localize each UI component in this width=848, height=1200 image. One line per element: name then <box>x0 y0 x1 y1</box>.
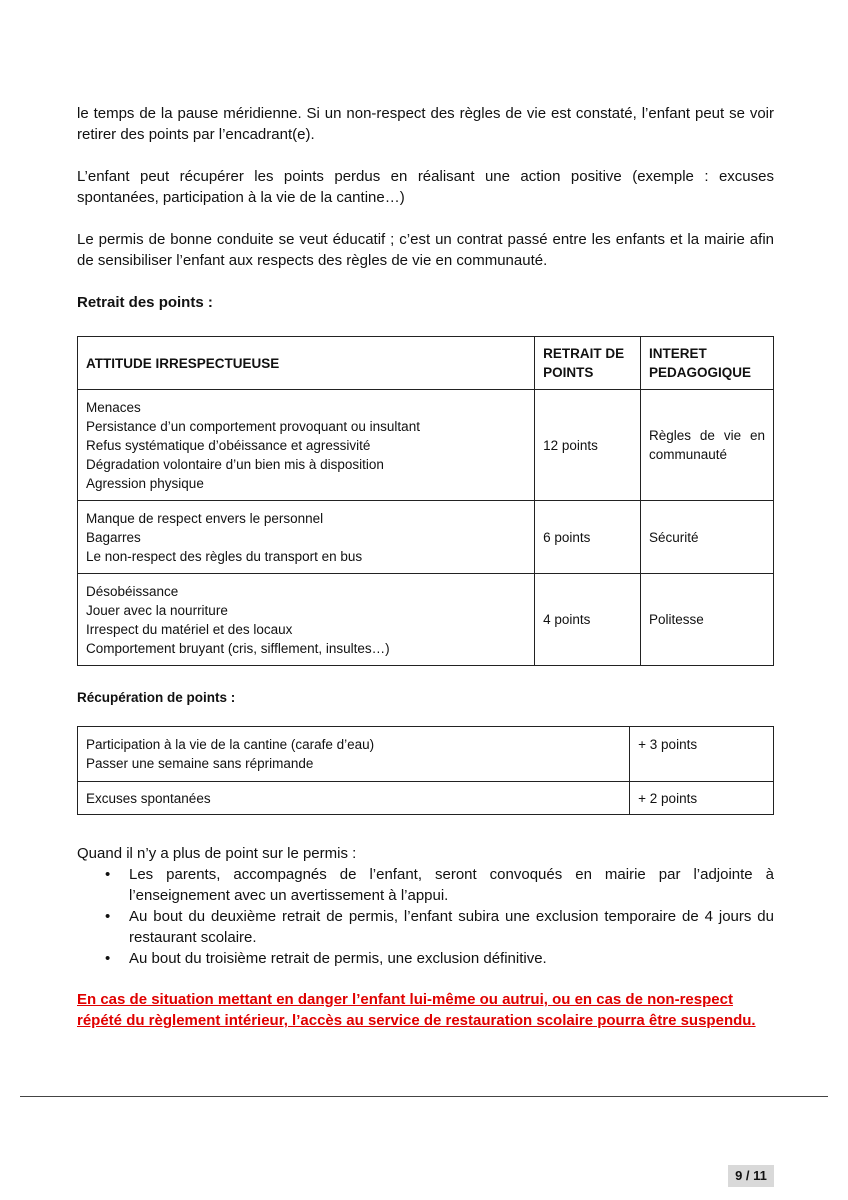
points-cell: 12 points <box>535 390 641 501</box>
consequences-list <box>77 864 774 969</box>
table-row <box>78 782 774 815</box>
attitude-item: Persistance d’un comportement provoquant ou insultant <box>86 418 420 434</box>
attitude-item: Manque de respect envers le personnel <box>86 510 324 526</box>
attitude-item: Refus systématique d’obéissance et agressivité <box>86 437 371 453</box>
bonus-cell: + 3 points <box>630 727 774 782</box>
table-row <box>78 727 774 782</box>
interet-cell: Sécurité <box>641 501 774 574</box>
intro-paragraph-1: le temps de la pause méridienne. Si un non-respect des règles de vie est constaté, l’enfant peut se voir retirer des points par l’encadrant(e). <box>77 105 774 143</box>
intro-paragraph-3: Le permis de bonne conduite se veut éducatif ; c’est un contrat passé entre les enfants et la mairie afin de sensibiliser l’enfant aux respects des règles de vie en communauté. <box>77 231 774 269</box>
footer-divider <box>20 1096 828 1097</box>
attitude-item: Le non-respect des règles du transport en bus <box>86 548 363 564</box>
header-interet: INTERET PEDAGOGIQUE <box>641 337 774 390</box>
bonus-cell: + 2 points <box>630 782 774 815</box>
attitude-item: Agression physique <box>86 475 204 491</box>
attitude-item: Bagarres <box>86 529 141 545</box>
retrait-header-row <box>78 337 774 390</box>
recuperation-title: Récupération de points : <box>77 690 236 705</box>
recuperation-table <box>77 726 774 815</box>
list-item: • Au bout du troisième retrait de permis, une exclusion définitive. <box>129 948 774 969</box>
attitude-item: Irrespect du matériel et des locaux <box>86 621 293 637</box>
intro-paragraph-2: L’enfant peut récupérer les points perdus en réalisant une action positive (exemple : excuses spontanées, participation à la vie de la cantine…) <box>77 168 774 206</box>
attitude-cell <box>78 574 535 666</box>
attitude-cell <box>78 501 535 574</box>
list-item: • Au bout du deuxième retrait de permis, l’enfant subira une exclusion temporaire de 4 jours du restaurant scolaire. <box>129 906 774 948</box>
attitude-cell <box>78 390 535 501</box>
table-row <box>78 574 774 666</box>
attitude-item: Menaces <box>86 399 141 415</box>
table-row <box>78 501 774 574</box>
attitude-item: Désobéissance <box>86 583 179 599</box>
page-number: 9 / 11 <box>728 1165 774 1187</box>
action-cell <box>78 727 630 782</box>
points-cell: 6 points <box>535 501 641 574</box>
interet-cell: Politesse <box>641 574 774 666</box>
retrait-table <box>77 336 774 666</box>
action-cell: Excuses spontanées <box>78 782 630 815</box>
document-body <box>77 103 774 1031</box>
action-item: Passer une semaine sans réprimande <box>86 756 314 771</box>
header-attitude: ATTITUDE IRRESPECTUEUSE <box>78 337 535 390</box>
points-cell: 4 points <box>535 574 641 666</box>
attitude-item: Comportement bruyant (cris, sifflement, insultes…) <box>86 640 390 656</box>
action-item: Participation à la vie de la cantine (carafe d’eau) <box>86 737 375 752</box>
retrait-title: Retrait des points : <box>77 294 213 311</box>
table-row <box>78 390 774 501</box>
consequences-intro: Quand il n’y a plus de point sur le permis : <box>77 845 357 862</box>
warning-notice: En cas de situation mettant en danger l’enfant lui-même ou autrui, ou en cas de non-respect répété du règlement intérieur, l’accès au service de restauration scolaire pourra être suspendu. <box>77 991 756 1029</box>
list-item: • Les parents, accompagnés de l’enfant, seront convoqués en mairie par l’adjointe à l’enseignement avec un avertissement à l’appui. <box>129 864 774 906</box>
interet-cell: Règles de vie en communauté <box>641 390 774 501</box>
header-retrait: RETRAIT DE POINTS <box>535 337 641 390</box>
attitude-item: Dégradation volontaire d’un bien mis à disposition <box>86 456 384 472</box>
attitude-item: Jouer avec la nourriture <box>86 602 228 618</box>
